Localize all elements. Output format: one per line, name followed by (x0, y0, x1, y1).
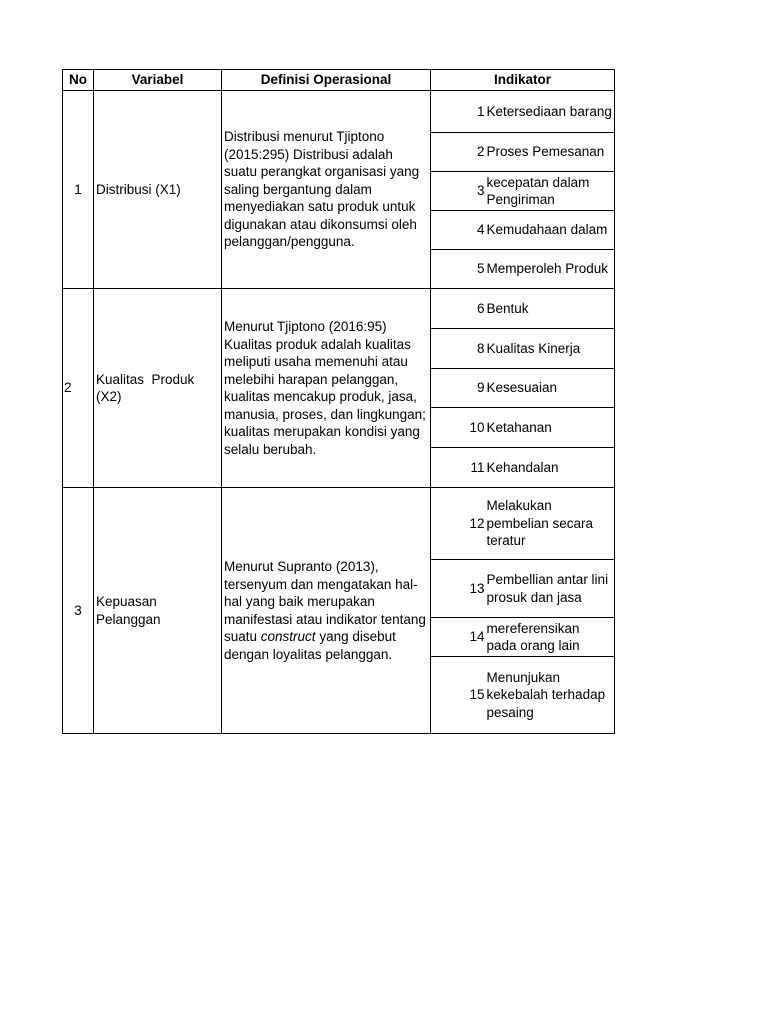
indicator-text: Proses Pemesanan (486, 133, 615, 172)
definition-text-part: yang disebut dengan loyalitas pelanggan. (224, 629, 396, 662)
indicator-text: Ketahanan (486, 408, 615, 448)
indicator-number: 11 (431, 448, 486, 488)
indicator-text: Kesesuaian (486, 369, 615, 408)
indicator-number: 3 (431, 172, 486, 211)
indicator-text: mereferensikan pada orang lain (486, 618, 615, 657)
header-definisi: Definisi Operasional (222, 70, 431, 91)
indicator-text: Pembellian antar lini prosuk dan jasa (486, 560, 615, 618)
variable-name: Distribusi (X1) (94, 91, 222, 289)
row-number: 3 (63, 488, 94, 734)
table-row (63, 488, 615, 560)
definition-text: Menurut Tjiptono (2016:95) Kualitas produk adalah kualitas meliputi usaha memenuhi atau melebihi harapan pelanggan, kualitas mencakup produk, jasa, manusia, proses, dan lingkungan; kualitas merupakan kondisi yang selalu berubah. (222, 289, 431, 488)
definition-text-part: Menurut Supranto (2013), tersenyum dan mengatakan hal-hal yang baik merupakan manifestasi atau indikator tentang suatu (224, 559, 426, 644)
indicator-text: Kualitas Kinerja (486, 329, 615, 369)
indicator-text: Menunjukan kekebalah terhadap pesaing (486, 657, 615, 734)
indicator-number: 10 (431, 408, 486, 448)
indicator-text: Melakukan pembelian secara teratur (486, 488, 615, 560)
row-number: 1 (63, 91, 94, 289)
indicator-number: 13 (431, 560, 486, 618)
header-indikator: Indikator (431, 70, 615, 91)
definition-text (222, 488, 431, 734)
indicator-text: Kehandalan (486, 448, 615, 488)
indicator-text: Kemudahaan dalam (486, 211, 615, 250)
table-header-row (63, 70, 615, 91)
header-variabel: Variabel (94, 70, 222, 91)
indicator-text: Memperoleh Produk (486, 250, 615, 289)
variable-name: Kualitas Produk (X2) (94, 289, 222, 488)
definition-text: Distribusi menurut Tjiptono (2015:295) Distribusi adalah suatu perangkat organisasi yang saling bergantung dalam menyediakan satu produk untuk digunakan atau dikonsumsi oleh pelanggan/pengguna. (222, 91, 431, 289)
table-row (63, 289, 615, 329)
definition-italic-term: construct (260, 629, 316, 644)
indicator-number: 12 (431, 488, 486, 560)
indicator-number: 15 (431, 657, 486, 734)
indicator-number: 1 (431, 91, 486, 133)
indicator-text: kecepatan dalam Pengiriman (486, 172, 615, 211)
indicator-number: 4 (431, 211, 486, 250)
indicator-number: 6 (431, 289, 486, 329)
indicator-number: 14 (431, 618, 486, 657)
indicator-text: Bentuk (486, 289, 615, 329)
operational-definition-table (62, 69, 615, 734)
variable-name: Kepuasan Pelanggan (94, 488, 222, 734)
table-row (63, 91, 615, 133)
indicator-number: 9 (431, 369, 486, 408)
indicator-number: 8 (431, 329, 486, 369)
row-number: 2 (63, 289, 94, 488)
indicator-text: Ketersediaan barang (486, 91, 615, 133)
header-no: No (63, 70, 94, 91)
indicator-number: 2 (431, 133, 486, 172)
indicator-number: 5 (431, 250, 486, 289)
